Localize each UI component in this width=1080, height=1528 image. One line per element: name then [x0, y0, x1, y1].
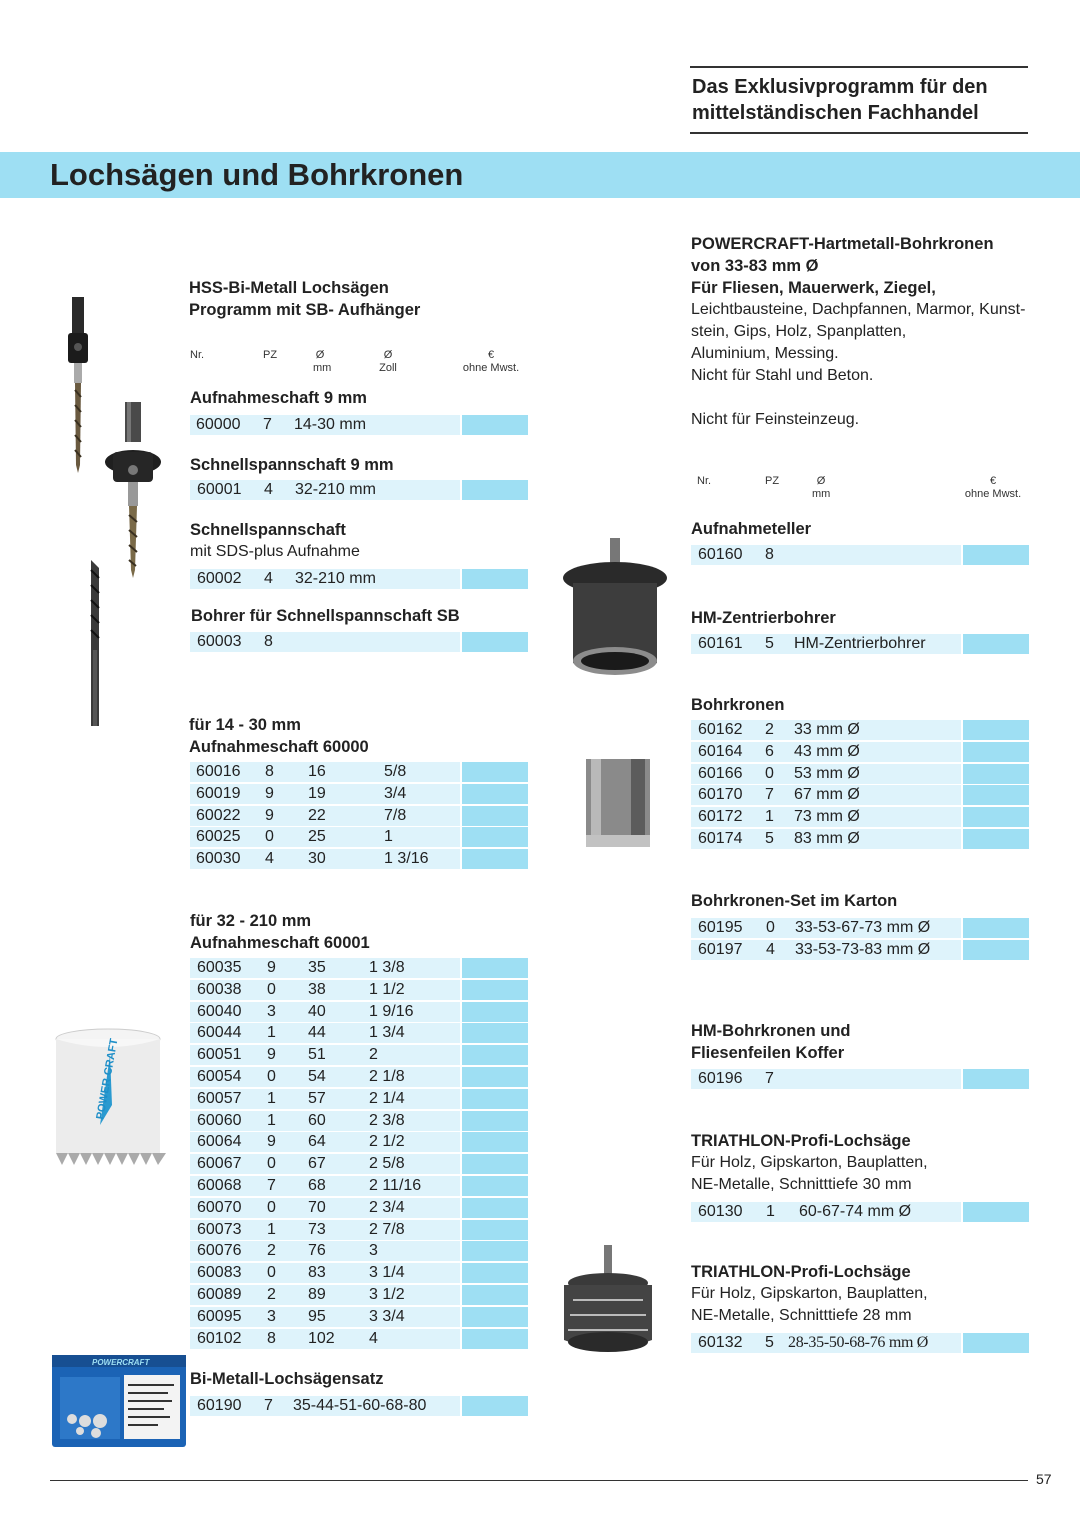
section-subtitle: mit SDS-plus Aufnahme — [190, 543, 360, 560]
table-row: 60000 7 14-30 mm — [190, 415, 528, 435]
table-cell: 0 — [265, 828, 274, 846]
section-title: Aufnahmeschaft 9 mm — [190, 389, 367, 407]
table-cell: 60070 — [197, 1198, 242, 1216]
table-cell: 60054 — [197, 1068, 242, 1085]
table-cell: 30 — [308, 850, 326, 868]
table-cell: 60197 — [698, 941, 743, 958]
table-cell: 2 7/8 — [369, 1220, 405, 1238]
table-cell: 1 1/2 — [369, 980, 405, 998]
table-cell: 9 — [267, 1046, 276, 1064]
table-cell: 1 9/16 — [369, 1002, 414, 1020]
right-heading-1: POWERCRAFT-Hartmetall-Bohrkronen — [691, 235, 994, 253]
section-text: NE-Metalle, Schnitttiefe 30 mm — [691, 1176, 912, 1193]
col-price-header: € ohne Mwst. — [964, 475, 1022, 500]
table-cell: 60044 — [197, 1024, 242, 1042]
table-row: 60130 1 60-67-74 mm Ø — [691, 1202, 1029, 1222]
table-cell: 0 — [765, 764, 774, 782]
table-cell: 3 1/2 — [369, 1286, 405, 1303]
section-title: HM-Bohrkronen und — [691, 1022, 851, 1040]
table-cell: 4 — [265, 850, 274, 868]
table-cell: 7 — [267, 1177, 276, 1194]
table-cell: 2 1/4 — [369, 1089, 405, 1107]
col-nr-header: Nr. — [697, 475, 712, 487]
right-desc-1: Leichtbausteine, Dachpfannen, Marmor, Kunst- — [691, 301, 1026, 318]
table-cell: 9 — [267, 959, 276, 976]
core-bit-with-plate-image — [558, 538, 673, 688]
table-cell: 60083 — [197, 1264, 242, 1282]
table-cell: 1 3/8 — [369, 959, 405, 976]
table-row — [691, 742, 1029, 762]
table-cell: 2 — [267, 1242, 276, 1260]
table-row — [190, 958, 528, 978]
core-bit-image — [583, 755, 653, 850]
table-row — [190, 784, 528, 804]
table-cell: 44 — [308, 1024, 326, 1042]
table-row — [691, 829, 1029, 849]
table-cell: 0 — [267, 1155, 276, 1173]
section-title: Bohrkronen-Set im Karton — [691, 892, 898, 910]
table-cell: 60019 — [196, 784, 241, 802]
section-title: Aufnahmeteller — [691, 520, 812, 538]
col-diam-mm-header: Ø mm — [313, 349, 332, 374]
table-cell: 60174 — [698, 830, 743, 847]
table-cell: 60040 — [197, 1002, 242, 1020]
table-cell: 1 — [267, 1111, 276, 1129]
table-row — [190, 827, 528, 847]
table-cell: 3 1/4 — [369, 1264, 405, 1282]
section-title: Bohrkronen — [691, 696, 785, 714]
table-row: 60196 7 — [691, 1069, 1029, 1089]
col-diam-zoll-header: Ø Zoll — [379, 349, 397, 374]
section-text: Für Holz, Gipskarton, Bauplatten, — [691, 1154, 928, 1171]
table-cell: 73 mm Ø — [794, 808, 860, 826]
right-desc-4: Nicht für Stahl und Beton. — [691, 367, 874, 384]
table-row — [190, 1198, 528, 1218]
col-pz-header: PZ — [765, 475, 780, 487]
table-cell: 60022 — [196, 806, 241, 824]
arbor-shank-image — [55, 295, 105, 475]
table-cell: 60195 — [698, 919, 743, 936]
table-cell: 3 3/4 — [369, 1307, 405, 1325]
table-cell: 67 — [308, 1155, 326, 1173]
section-title: Schnellspannschaft — [190, 521, 346, 539]
table-cell: 2 — [369, 1046, 378, 1064]
table-cell: 1 3/16 — [384, 850, 429, 868]
tagline-line-1: Das Exklusivprogramm für den — [692, 76, 988, 98]
table-cell: 1 3/4 — [369, 1024, 405, 1042]
table-row — [190, 1154, 528, 1174]
table-row: 60132 5 28-35-50-68-76 mm Ø — [691, 1333, 1029, 1353]
table-row — [190, 1023, 528, 1043]
tagline — [690, 66, 1028, 134]
table-cell: 60095 — [197, 1307, 242, 1325]
table-cell: 5/8 — [384, 763, 407, 780]
table-cell: 60 — [308, 1111, 326, 1129]
section-title: Fliesenfeilen Koffer — [691, 1044, 845, 1062]
pilot-drill-image — [84, 560, 106, 730]
svg-text:POWER CRAFT: POWER CRAFT — [94, 1037, 121, 1121]
table-cell: 6 — [765, 742, 774, 760]
right-heading-2: von 33-83 mm Ø — [691, 257, 819, 275]
table-cell: 43 mm Ø — [794, 742, 860, 760]
table-cell: 60057 — [197, 1089, 242, 1107]
table-cell: 19 — [308, 784, 326, 802]
table-cell: 60030 — [196, 850, 241, 868]
table-row — [691, 720, 1029, 740]
table-cell: 57 — [308, 1089, 326, 1107]
table-row — [691, 918, 1029, 938]
table-cell: 60016 — [196, 763, 241, 780]
table-cell: 60025 — [196, 828, 241, 846]
table-cell: 60164 — [698, 742, 743, 760]
table-cell: 7 — [765, 786, 774, 804]
table-cell: 60162 — [698, 721, 743, 738]
right-heading-3: Für Fliesen, Mauerwerk, Ziegel, — [691, 279, 936, 297]
table-cell: 0 — [267, 980, 276, 998]
table-cell: 2 5/8 — [369, 1155, 405, 1173]
table-row: 60190 7 35-44-51-60-68-80 — [190, 1396, 528, 1416]
table-cell: 95 — [308, 1307, 326, 1325]
table-cell: 60038 — [197, 980, 242, 998]
section-title: für 32 - 210 mm — [190, 912, 312, 930]
table-cell: 38 — [308, 980, 326, 998]
table-cell: 1 — [267, 1220, 276, 1238]
table-row — [190, 980, 528, 1000]
table-row — [190, 1241, 528, 1261]
section-text: NE-Metalle, Schnitttiefe 28 mm — [691, 1307, 912, 1324]
hole-saw-set-image — [52, 1355, 186, 1447]
table-cell: 60170 — [698, 786, 743, 804]
section-title: TRIATHLON-Profi-Lochsäge — [691, 1132, 911, 1150]
table-cell: 5 — [765, 830, 774, 847]
table-row: 60161 5 HM-Zentrierbohrer — [691, 634, 1029, 654]
table-cell: 1 — [765, 808, 774, 826]
table-cell: 40 — [308, 1002, 326, 1020]
table-row — [190, 1045, 528, 1065]
table-cell: 102 — [308, 1329, 335, 1347]
table-row — [190, 1307, 528, 1327]
footer-rule — [50, 1480, 1028, 1481]
table-row — [190, 1002, 528, 1022]
table-cell: 60166 — [698, 764, 743, 782]
hole-saw-image — [50, 1025, 170, 1170]
table-row — [691, 785, 1029, 805]
table-cell: 3 — [267, 1307, 276, 1325]
table-cell: 2 — [765, 721, 774, 738]
table-row — [691, 764, 1029, 784]
table-cell: 1 — [267, 1024, 276, 1042]
table-cell: 9 — [265, 806, 274, 824]
table-cell: 33-53-73-83 mm Ø — [795, 941, 931, 958]
table-cell: 25 — [308, 828, 326, 846]
table-row: 60001 4 32-210 mm — [190, 480, 528, 500]
section-title: HM-Zentrierbohrer — [691, 609, 836, 627]
table-cell: 60035 — [197, 959, 242, 976]
table-row — [190, 1263, 528, 1283]
table-row: 60002 4 32-210 mm — [190, 569, 528, 589]
svg-text:POWERCRAFT: POWERCRAFT — [92, 1358, 150, 1367]
table-cell: 53 mm Ø — [794, 764, 860, 782]
table-cell: 73 — [308, 1220, 326, 1238]
table-cell: 68 — [308, 1177, 326, 1194]
table-cell: 9 — [265, 784, 274, 802]
table-row — [691, 940, 1029, 960]
table-cell: 60073 — [197, 1220, 242, 1238]
table-cell: 70 — [308, 1198, 326, 1216]
table-cell: 60172 — [698, 808, 743, 826]
left-heading-1: HSS-Bi-Metall Lochsägen — [189, 279, 389, 297]
table-cell: 2 — [267, 1286, 276, 1303]
table-cell: 2 11/16 — [369, 1177, 422, 1194]
section-title: Bi-Metall-Lochsägensatz — [190, 1370, 384, 1388]
col-pz-header: PZ — [263, 349, 278, 361]
table-cell: 89 — [308, 1286, 326, 1303]
table-cell: 2 1/2 — [369, 1133, 405, 1151]
table-row — [190, 1285, 528, 1305]
table-cell: 1 — [384, 828, 393, 846]
table-cell: 83 mm Ø — [794, 830, 860, 847]
right-desc-2: stein, Gips, Holz, Spanplatten, — [691, 323, 907, 340]
table-cell: 0 — [267, 1264, 276, 1282]
table-cell: 51 — [308, 1046, 326, 1064]
table-row — [190, 1067, 528, 1087]
page-number: 57 — [1036, 1471, 1052, 1487]
table-cell: 4 — [369, 1329, 378, 1347]
table-cell: 60089 — [197, 1286, 242, 1303]
left-heading-2: Programm mit SB- Aufhänger — [189, 301, 421, 319]
table-row — [190, 806, 528, 826]
table-cell: 2 1/8 — [369, 1068, 405, 1085]
table-cell: 60060 — [197, 1111, 242, 1129]
table-cell: 35 — [308, 959, 326, 976]
section-title: Bohrer für Schnellspannschaft SB — [191, 607, 460, 625]
col-nr-header: Nr. — [190, 349, 205, 361]
quick-change-arbor-image — [103, 400, 165, 580]
table-row: 60160 8 — [691, 545, 1029, 565]
section-text: Für Holz, Gipskarton, Bauplatten, — [691, 1285, 928, 1302]
right-note: Nicht für Feinsteinzeug. — [691, 411, 860, 428]
table-row — [190, 762, 528, 782]
table-cell: 4 — [766, 941, 775, 958]
table-cell: 60067 — [197, 1155, 242, 1173]
table-cell: 22 — [308, 806, 326, 824]
table-row: 60003 8 — [190, 632, 528, 652]
table-row — [190, 1089, 528, 1109]
table-cell: 3/4 — [384, 784, 407, 802]
table-cell: 8 — [267, 1329, 276, 1347]
table-cell: 60064 — [197, 1133, 242, 1151]
table-row — [691, 807, 1029, 827]
section-title: Schnellspannschaft 9 mm — [190, 456, 394, 474]
col-price-header: € ohne Mwst. — [462, 349, 520, 374]
table-cell: 3 — [267, 1002, 276, 1020]
table-cell: 60051 — [197, 1046, 242, 1064]
table-cell: 33 mm Ø — [794, 721, 860, 738]
section-title: für 14 - 30 mm — [189, 716, 301, 734]
table-cell: 2 3/8 — [369, 1111, 405, 1129]
section-title: Aufnahmeschaft 60001 — [190, 934, 370, 952]
table-cell: 60102 — [197, 1329, 242, 1347]
table-cell: 8 — [265, 763, 274, 780]
section-title: Aufnahmeschaft 60000 — [189, 738, 369, 756]
table-cell: 76 — [308, 1242, 326, 1260]
table-row — [190, 1111, 528, 1131]
table-cell: 0 — [267, 1068, 276, 1085]
table-cell: 2 3/4 — [369, 1198, 405, 1216]
table-cell: 1 — [267, 1089, 276, 1107]
table-cell: 64 — [308, 1133, 326, 1151]
table-cell: 0 — [766, 919, 775, 936]
table-cell: 33-53-67-73 mm Ø — [795, 919, 931, 936]
table-cell: 60068 — [197, 1177, 242, 1194]
table-cell: 0 — [267, 1198, 276, 1216]
table-cell: 9 — [267, 1133, 276, 1151]
table-row — [190, 1176, 528, 1196]
table-row — [190, 1220, 528, 1240]
table-row — [190, 1132, 528, 1152]
section-title: TRIATHLON-Profi-Lochsäge — [691, 1263, 911, 1281]
table-cell: 67 mm Ø — [794, 786, 860, 804]
table-row — [190, 849, 528, 869]
col-diam-mm-header: Ø mm — [812, 475, 831, 500]
table-cell: 3 — [369, 1242, 378, 1260]
page-title: Lochsägen und Bohrkronen — [50, 157, 464, 192]
table-cell: 54 — [308, 1068, 326, 1085]
table-row — [190, 1329, 528, 1349]
table-cell: 16 — [308, 763, 326, 780]
tagline-line-2: mittelständischen Fachhandel — [692, 102, 979, 124]
table-cell: 7/8 — [384, 806, 407, 824]
triathlon-hole-saw-image — [558, 1245, 658, 1360]
table-cell: 83 — [308, 1264, 326, 1282]
table-cell: 60076 — [197, 1242, 242, 1260]
right-desc-3: Aluminium, Messing. — [691, 345, 839, 362]
